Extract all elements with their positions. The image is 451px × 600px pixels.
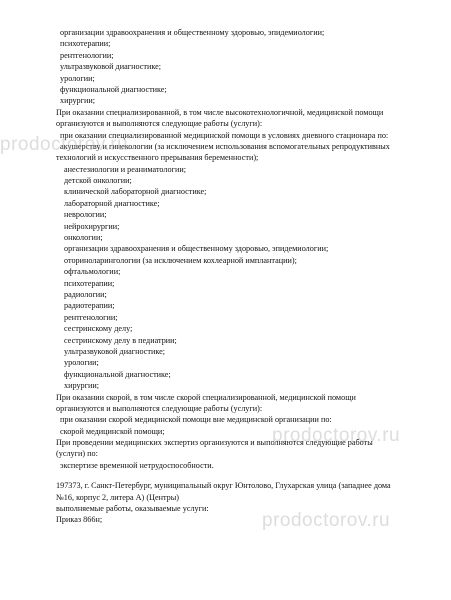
document-line: рентгенологии;: [64, 312, 118, 322]
document-line: сестринскому делу;: [64, 324, 133, 334]
paragraph-gap: [0, 471, 451, 480]
document-line: урологии;: [60, 73, 95, 83]
document-body: [0, 27, 451, 526]
document-line: выполняемые работы, оказываемые услуги:: [56, 504, 209, 514]
document-line: радиотерапии;: [64, 301, 115, 311]
document-line: нейрохирургии;: [64, 221, 120, 231]
document-line: ультразвуковой диагностике;: [60, 62, 162, 72]
document-line: офтальмологии;: [64, 267, 121, 277]
document-line: радиологии;: [64, 289, 107, 299]
document-line: №16, корпус 2, литера А) (Центры): [56, 492, 179, 502]
document-line: При проведении медицинских экспертиз организуются и выполняются следующие работы: [56, 438, 373, 448]
document-line: организации здравоохранения и общественному здоровью, эпидемиологии;: [60, 28, 325, 37]
document-line: (услуги) по:: [56, 449, 98, 459]
document-line: Приказ 866н;: [56, 515, 103, 525]
document-line: ультразвуковой диагностике;: [64, 346, 166, 356]
document-line: анестезиологии и реаниматологии;: [64, 164, 186, 174]
document-line: 197373, г. Санкт-Петербург, муниципальный округ Юнтолово, Глухарская улица (западнее дома: [56, 481, 391, 491]
document-line: функциональной диагностике;: [60, 84, 167, 94]
document-line: оториноларингологии (за исключением кохлеарной имплантации);: [64, 255, 297, 265]
document-line: экспертизе временной нетрудоспособности.: [60, 460, 214, 470]
document-line: технологий и искусственного прерывания беременности);: [56, 153, 259, 163]
document-line: скорой медицинской помощи;: [60, 426, 165, 436]
document-line: сестринскому делу в педиатрии;: [64, 335, 177, 345]
document-line: организации здравоохранения и общественному здоровью, эпидемиологии;: [64, 244, 329, 254]
document-line: При оказании специализированной, в том числе высокотехнологичной, медицинской помощи: [56, 107, 384, 117]
document-line: лабораторной диагностике;: [64, 198, 160, 208]
document-line: организуются и выполняются следующие работы (услуги):: [56, 403, 263, 413]
document-line: при оказании специализированной медицинской помощи в условиях дневного стационара по:: [60, 130, 389, 140]
document-line: неврологии;: [64, 210, 107, 220]
watermark: prodoctorov.ru: [272, 425, 401, 446]
document-line: детской онкологии;: [64, 176, 132, 186]
document-line: психотерапии;: [60, 39, 111, 49]
document-line: урологии;: [64, 358, 99, 368]
document-line: хирургии;: [60, 96, 96, 106]
watermark: prodoctorov.ru: [0, 134, 129, 155]
document-line: При оказании скорой, в том числе скорой специализированной, медицинской помощи: [56, 392, 356, 402]
document-line: клинической лабораторной диагностике;: [64, 187, 207, 197]
document-line: хирургии;: [64, 381, 100, 391]
document-line: функциональной диагностике;: [64, 369, 171, 379]
document-line: онкологии;: [64, 233, 103, 243]
document-line: рентгенологии;: [60, 50, 114, 60]
document-line: при оказании скорой медицинской помощи вне медицинской организации по:: [60, 415, 332, 425]
watermark: prodoctorov.ru: [262, 510, 391, 531]
document-line: акушерству и гинекологии (за исключением использования вспомогательных репродуктивных: [60, 141, 390, 151]
document-line: организуются и выполняются следующие работы (услуги):: [56, 119, 263, 129]
document-line: психотерапии;: [64, 278, 115, 288]
